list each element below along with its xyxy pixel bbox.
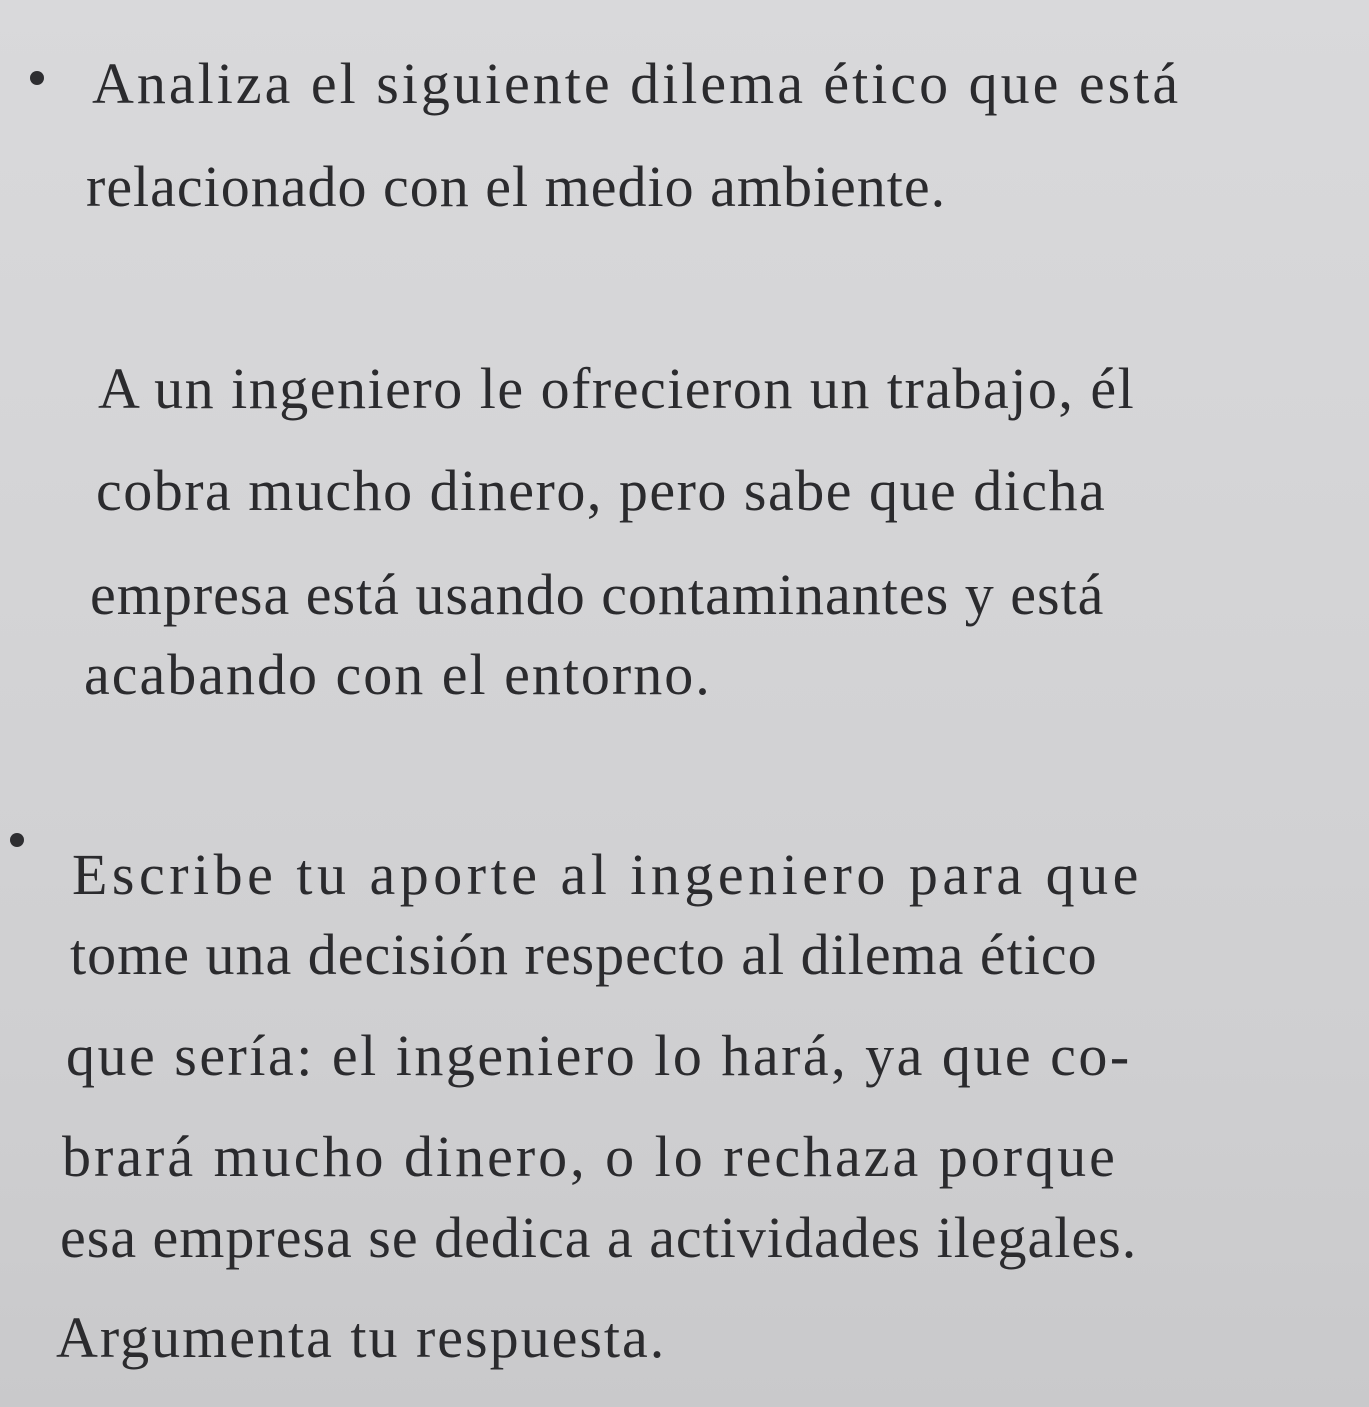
item1-line-2: relacionado con el medio ambiente. [86, 154, 947, 219]
bullet-icon [30, 71, 44, 85]
item1-line-1: Analiza el siguiente dilema ético que está [92, 51, 1182, 116]
item2-line-4: brará mucho dinero, o lo rechaza porque [62, 1124, 1118, 1189]
scenario-line-4: acabando con el entorno. [84, 642, 712, 707]
item2-line-1: Escribe tu aporte al ingeniero para que [72, 842, 1143, 907]
item2-line-5: esa empresa se dedica a actividades ilegales. [60, 1205, 1138, 1270]
item2-line-3: que sería: el ingeniero lo hará, ya que co- [66, 1023, 1132, 1088]
scenario-line-3: empresa está usando contaminantes y está [90, 562, 1105, 627]
item2-line-2: tome una decisión respecto al dilema ético [70, 922, 1098, 987]
item2-line-6: Argumenta tu respuesta. [56, 1305, 667, 1370]
scenario-line-1: A un ingeniero le ofrecieron un trabajo, él [98, 356, 1136, 421]
bullet-icon [10, 833, 24, 847]
scenario-line-2: cobra mucho dinero, pero sabe que dicha [96, 458, 1107, 523]
